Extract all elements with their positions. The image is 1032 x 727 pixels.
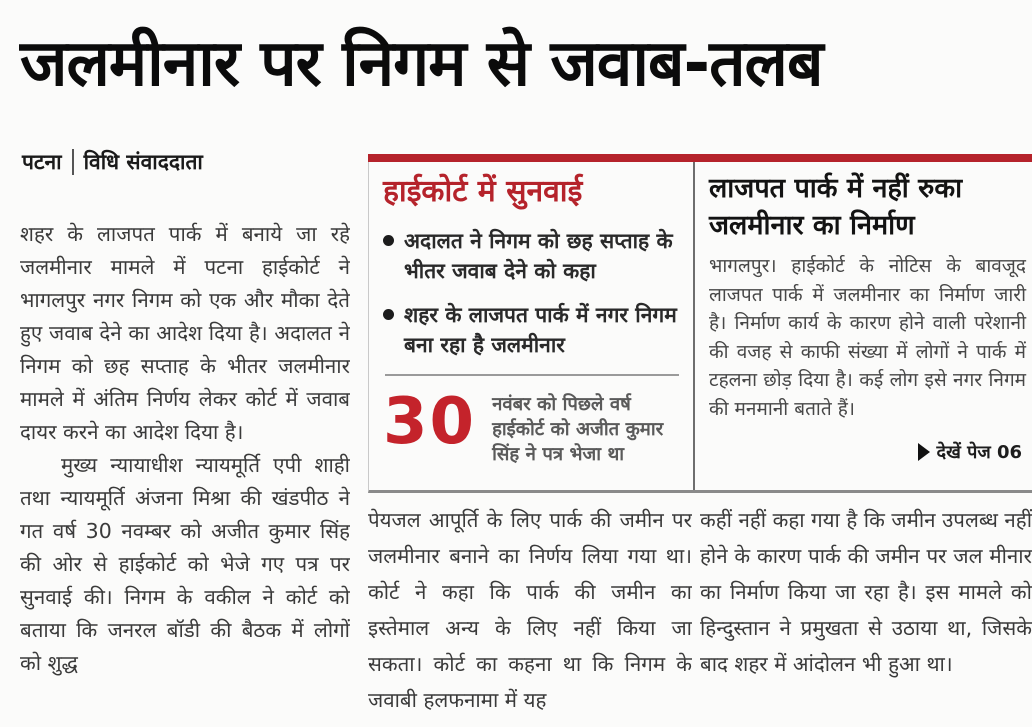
byline-city: पटना bbox=[22, 150, 62, 174]
see-page-label: देखें पेज 06 bbox=[936, 442, 1022, 463]
left-paragraph-1: शहर के लाजपत पार्क में बनाये जा रहे जलमीनार मामले में पटना हाईकोर्ट ने भागलपुर नगर निगम को एक और मौका देते हुए जवाब देने का आदेश दिया है। अदालत ने निगम को छह सप्ताह के भीतर जलमीनार मामले में अंतिम निर्णय लेकर कोर्ट में जवाब दायर करने का आदेश दिया है। bbox=[20, 222, 350, 444]
bullet-icon bbox=[383, 309, 394, 320]
side-box-body: भागलपुर। हाईकोर्ट के नोटिस के बावजूद लाजपत पार्क में जलमीनार का निर्माण जारी है। निर्माण कार्य के कारण होने वाली परेशानी की वजह से काफी संख्या में लोगों ने पार्क में टहलना छोड़ दिया है। कई लोग इसे नगर निगम की मनमानी बताते हैं। bbox=[709, 255, 1026, 420]
left-column bbox=[20, 218, 350, 723]
stat-number: 30 bbox=[383, 385, 477, 459]
see-page-reference bbox=[912, 440, 1022, 464]
chevron-right-icon bbox=[918, 443, 930, 461]
article-headline: जलमीनार पर निगम से जवाब-तलब bbox=[20, 27, 823, 101]
highlight-pane bbox=[369, 162, 695, 490]
red-top-bar bbox=[368, 154, 1032, 162]
info-box-body bbox=[368, 162, 1032, 493]
byline bbox=[22, 148, 203, 176]
left-paragraph-2: मुख्य न्यायाधीश न्यायमूर्ति एपी शाही तथा न्यायमूर्ति अंजना मिश्रा की खंडपीठ ने गत वर्ष 30 नवम्बर को अजीत कुमार सिंह की ओर से हाईकोर्ट को भेजे गए पत्र पर सुनवाई की। निगम के वकील ने कोर्ट को बताया कि जनरल बॉडी की बैठक में लोगों को शुद्ध bbox=[20, 453, 350, 675]
highlight-title: हाईकोर्ट में सुनवाई bbox=[383, 174, 583, 209]
highlight-bullet-list bbox=[383, 226, 681, 360]
bullet-item bbox=[383, 226, 681, 286]
side-box-title: लाजपत पार्क में नहीं रुका जलमीनार का निर्माण bbox=[709, 173, 963, 241]
bullet-icon bbox=[383, 235, 394, 246]
stat-callout bbox=[383, 386, 681, 467]
bullet-item bbox=[383, 300, 681, 360]
byline-reporter: विधि संवाददाता bbox=[83, 150, 203, 174]
stat-text: नवंबर को पिछले वर्ष हाईकोर्ट को अजीत कुमार सिंह ने पत्र भेजा था bbox=[492, 394, 664, 465]
side-box bbox=[695, 162, 1032, 490]
bullet-text: अदालत ने निगम को छह सप्ताह के भीतर जवाब देने को कहा bbox=[404, 229, 673, 283]
middle-column bbox=[368, 502, 692, 722]
right-paragraph: कहीं नहीं कहा गया है कि जमीन उपलब्ध नहीं होने के कारण पार्क की जमीन पर जल मीनार का निर्माण किया जा रहा है। इस मामले को हिन्दुस्तान ने प्रमुखता से उठाया था, जिसके बाद शहर में आंदोलन भी हुआ था। bbox=[700, 508, 1032, 676]
highlight-divider bbox=[385, 374, 679, 376]
middle-paragraph: पेयजल आपूर्ति के लिए पार्क की जमीन पर जलमीनार बनाने का निर्णय लिया गया था। कोर्ट ने कहा कि पार्क की जमीन का इस्तेमाल अन्य के लिए नहीं किया जा सकता। कोर्ट का कहना था कि निगम के जवाबी हलफनामा में यह bbox=[368, 508, 692, 712]
byline-divider bbox=[72, 149, 74, 175]
info-box bbox=[368, 154, 1032, 493]
right-column bbox=[700, 502, 1032, 722]
bullet-text: शहर के लाजपत पार्क में नगर निगम बना रहा है जलमीनार bbox=[404, 303, 677, 357]
